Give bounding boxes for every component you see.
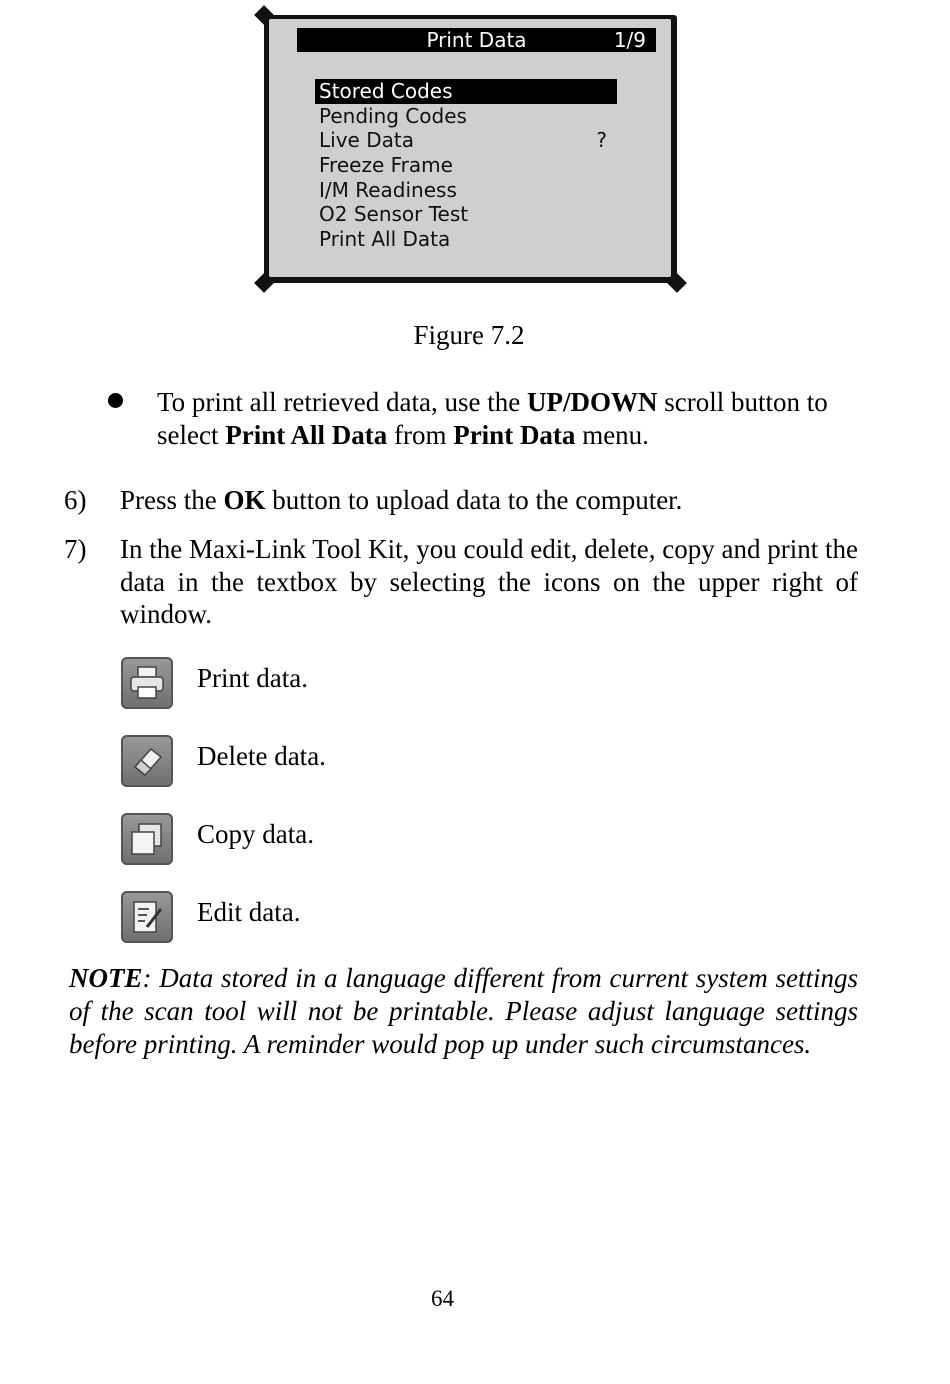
print-data-label: Print data. xyxy=(197,663,308,693)
eraser-icon[interactable] xyxy=(121,735,173,787)
step-number: 7) xyxy=(64,534,87,564)
edit-data-label: Edit data. xyxy=(197,897,301,927)
bullet-icon xyxy=(108,393,123,408)
step-7-text: In the Maxi-Link Tool Kit, you could edit, delete, copy and print the data in the textbox by selecting the icons on the upper right of window. xyxy=(120,534,858,629)
note-label: NOTE xyxy=(69,963,143,993)
menu-item-im-readiness[interactable]: I/M Readiness xyxy=(319,177,457,202)
menu-item-o2-sensor-test[interactable]: O2 Sensor Test xyxy=(319,202,469,227)
copy-icon[interactable] xyxy=(121,813,173,865)
scan-tool-screen xyxy=(264,15,677,283)
menu-item-pending-codes[interactable]: Pending Codes xyxy=(319,103,467,128)
screen-title: Print Data xyxy=(426,28,527,52)
bullet-paragraph: To print all retrieved data, use the UP/DOWN scroll button to select Print All Data from Print Data menu. xyxy=(157,387,828,450)
figure-caption: Figure 7.2 xyxy=(413,320,525,350)
menu-item-stored-codes[interactable]: Stored Codes xyxy=(315,79,617,104)
step-number: 6) xyxy=(64,485,87,515)
screen-page-indicator: 1/9 xyxy=(613,28,646,52)
copy-data-label: Copy data. xyxy=(197,819,314,849)
help-hint: ? xyxy=(596,128,607,153)
step-6-text: Press the OK button to upload data to the computer. xyxy=(120,485,683,515)
menu-item-freeze-frame[interactable]: Freeze Frame xyxy=(319,153,453,178)
note-paragraph: NOTE: Data stored in a language different from current system settings of the scan tool will not be printable. Please adjust language settings before printing. A reminder would pop up under such circumstances. xyxy=(69,963,858,1059)
print-data-menu xyxy=(315,79,617,252)
lcd-display xyxy=(269,19,671,277)
menu-item-live-data[interactable]: Live Data ? xyxy=(319,128,607,153)
page-number: 64 xyxy=(431,1286,454,1311)
screen-title-bar xyxy=(297,28,656,52)
menu-item-print-all-data[interactable]: Print All Data xyxy=(319,227,451,252)
printer-icon[interactable] xyxy=(121,657,173,709)
edit-icon[interactable] xyxy=(121,891,173,943)
delete-data-label: Delete data. xyxy=(197,741,326,771)
